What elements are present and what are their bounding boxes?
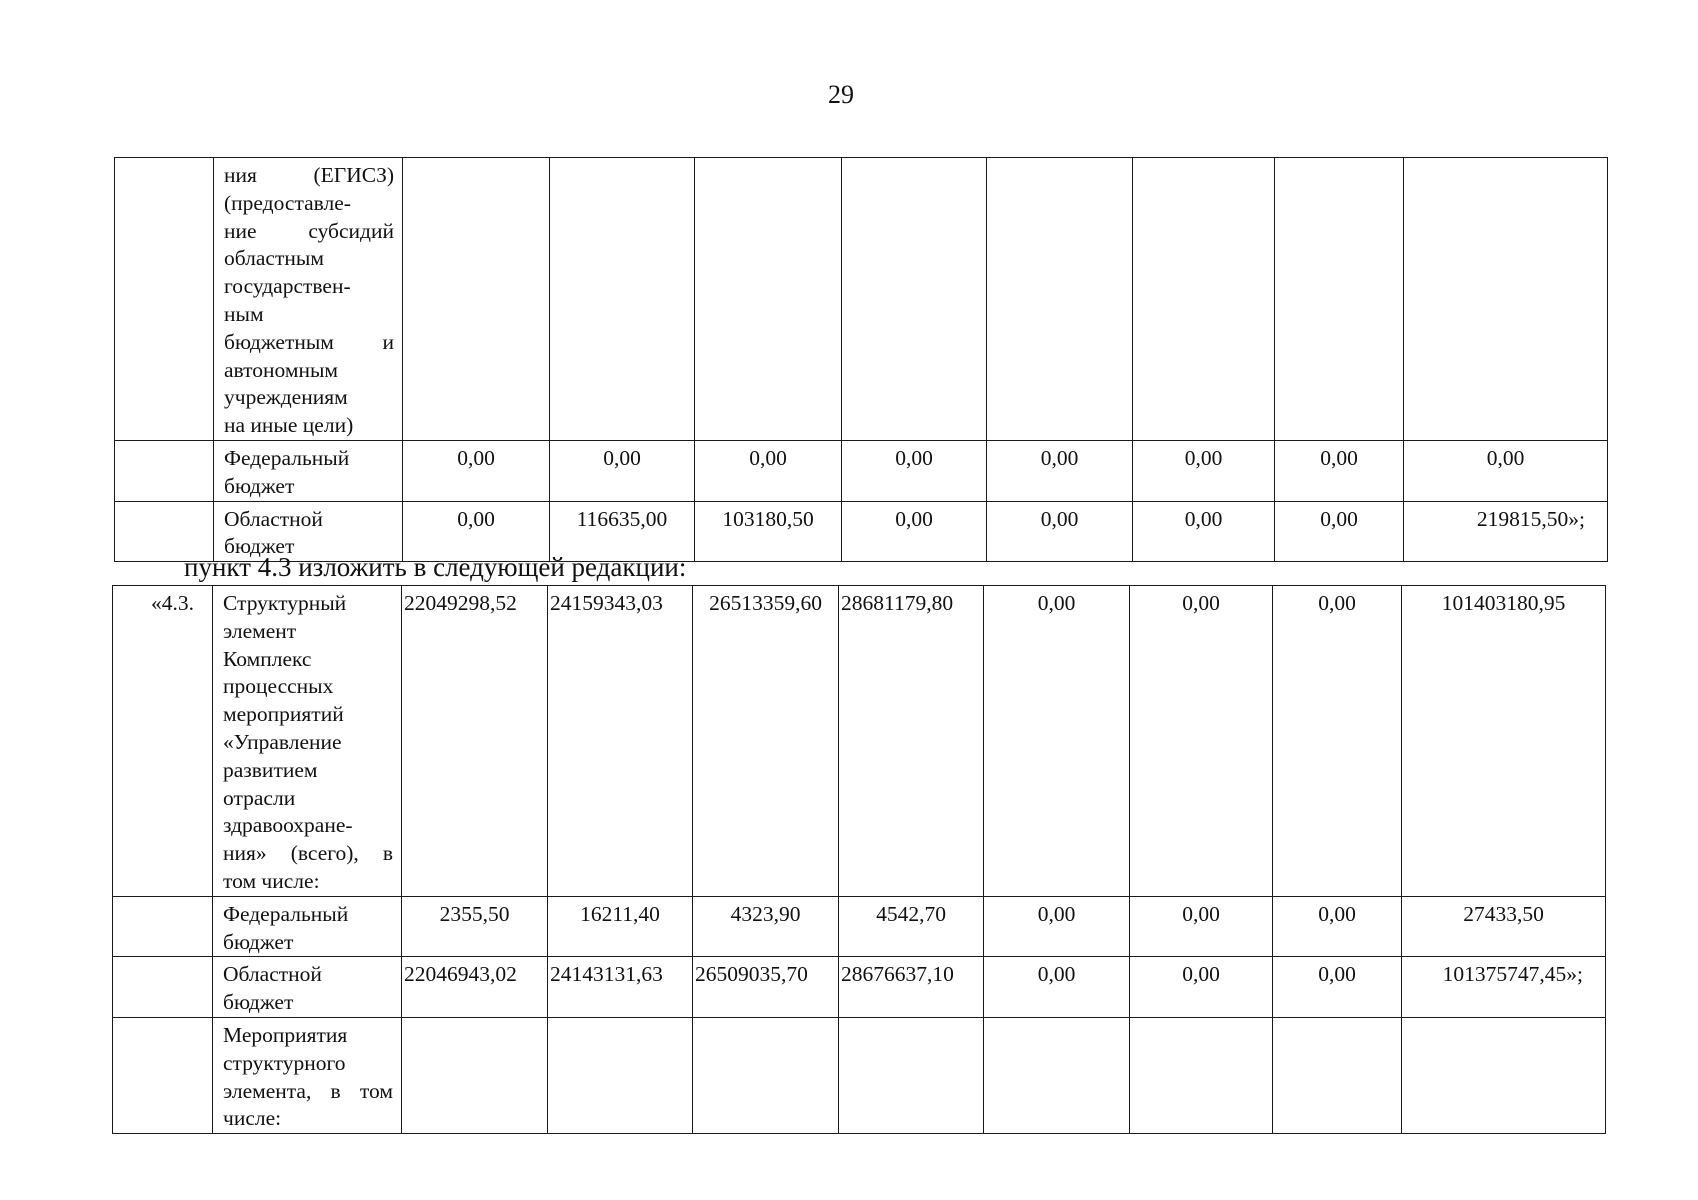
cell-value: 0,00: [1273, 896, 1402, 957]
row-name-structural-element: Структурный элемент Комплекс процессных мероприятий «Управление развитием отрасли здравоохране- ния» (всего), в том числе:: [213, 586, 402, 897]
cell-value: 101403180,95: [1402, 586, 1606, 897]
table-row: [113, 957, 1606, 1018]
cell-value: 116635,00: [550, 501, 695, 562]
cell-value: 0,00: [1273, 586, 1402, 897]
table-row: [115, 158, 1608, 441]
cell-value: 28681179,80: [839, 586, 984, 897]
cell-value: 0,00: [987, 501, 1133, 562]
row-name-regional: Областной бюджет: [213, 957, 402, 1018]
cell-value: 4542,70: [839, 896, 984, 957]
cell-value: 4323,90: [693, 896, 839, 957]
row-name-activities: Мероприятия структурного элемента, в том числе:: [213, 1017, 402, 1133]
cell-value: 24159343,03: [548, 586, 693, 897]
table-item-4-3: [112, 585, 1606, 1134]
cell-value: 0,00: [1130, 896, 1273, 957]
cell-value: 0,00: [1133, 501, 1275, 562]
table-row: [115, 440, 1608, 501]
cell-value: 22049298,52: [402, 586, 548, 897]
cell-value: 103180,50: [695, 501, 842, 562]
cell-value: 16211,40: [548, 896, 693, 957]
table-continuation: [114, 157, 1608, 562]
cell-value: 0,00: [403, 440, 550, 501]
cell-value: 0,00: [1273, 957, 1402, 1018]
cell-value: 26509035,70: [693, 957, 839, 1018]
cell-value: 0,00: [842, 440, 987, 501]
cell-value: 0,00: [1404, 440, 1608, 501]
cell-value: 219815,50»;: [1404, 501, 1608, 562]
cell-value: 0,00: [984, 957, 1130, 1018]
cell-value: 0,00: [1275, 440, 1404, 501]
cell-value: 26513359,60: [693, 586, 839, 897]
table-row: [113, 586, 1606, 897]
row-name-regional: Областной бюджет: [214, 501, 403, 562]
page-number: 29: [828, 80, 854, 109]
cell-value: 0,00: [695, 440, 842, 501]
cell-value: 0,00: [842, 501, 987, 562]
table-row: [113, 896, 1606, 957]
row-name-federal: Федеральный бюджет: [213, 896, 402, 957]
cell-value: 101375747,45»;: [1402, 957, 1606, 1018]
cell-value: 2355,50: [402, 896, 548, 957]
cell-value: 22046943,02: [402, 957, 548, 1018]
cell-value: 0,00: [1130, 957, 1273, 1018]
cell-value: 24143131,63: [548, 957, 693, 1018]
table-row: [113, 1017, 1606, 1133]
cell-value: 28676637,10: [839, 957, 984, 1018]
cell-value: 0,00: [550, 440, 695, 501]
cell-value: 0,00: [1133, 440, 1275, 501]
cell-value: 0,00: [1130, 586, 1273, 897]
cell-value: 0,00: [1275, 501, 1404, 562]
cell-value: 0,00: [987, 440, 1133, 501]
cell-value: 0,00: [403, 501, 550, 562]
cell-value: 0,00: [984, 586, 1130, 897]
row-name-federal: Федеральный бюджет: [214, 440, 403, 501]
item-index: «4.3.: [113, 586, 213, 897]
amendment-intro: пункт 4.3 изложить в следующей редакции:: [184, 552, 687, 582]
cell-value: 27433,50: [1402, 896, 1606, 957]
row-name-continuation: ния (ЕГИСЗ) (предоставле- ние субсидий областным государствен- ным бюджетным и автономным учреждениям на иные цели): [214, 158, 403, 441]
cell-value: 0,00: [984, 896, 1130, 957]
